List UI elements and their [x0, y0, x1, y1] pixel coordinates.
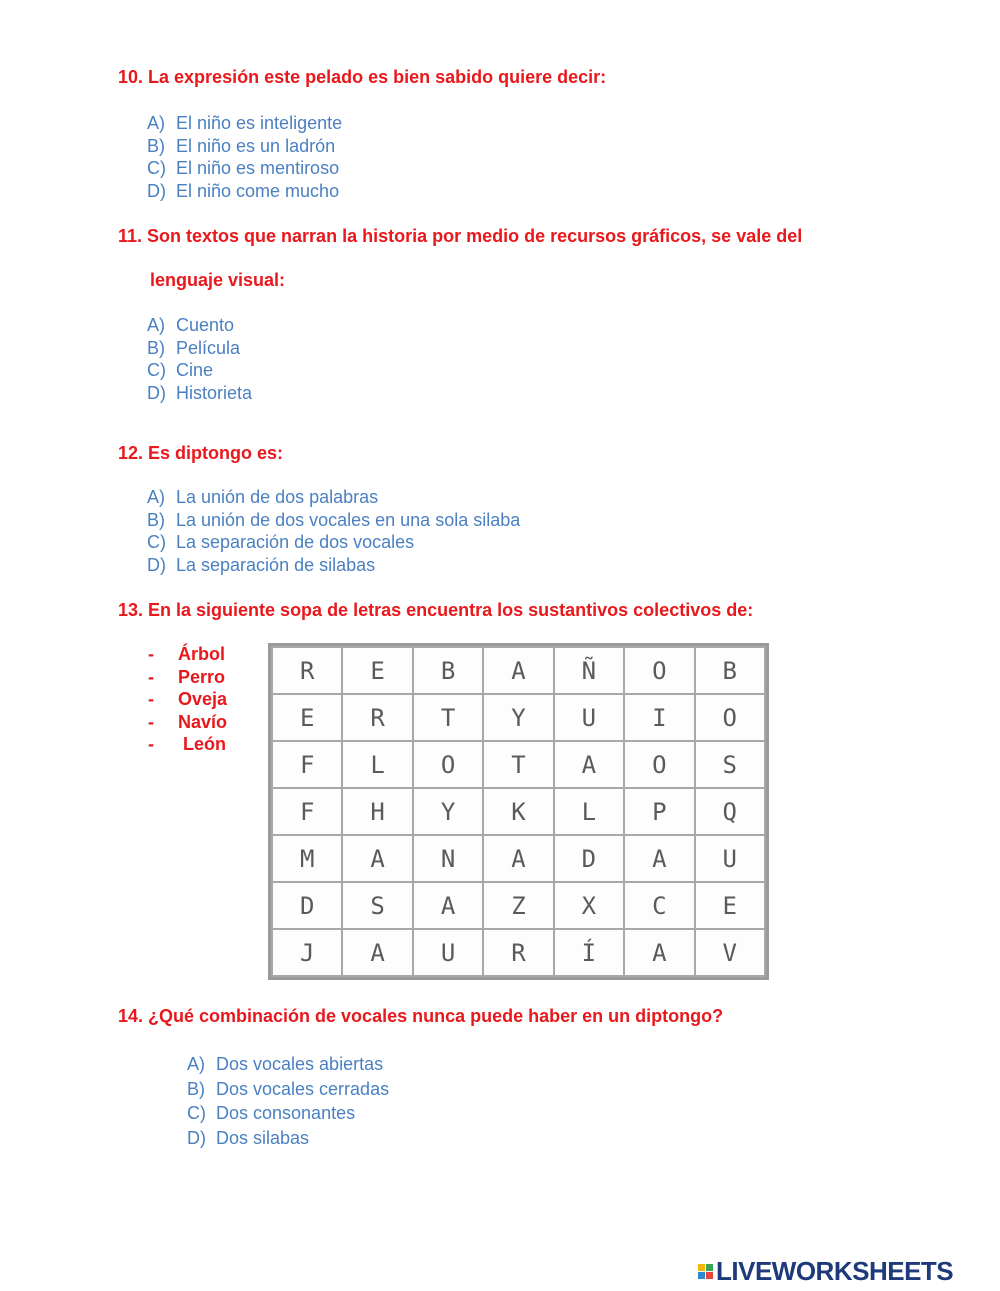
option-text: La separación de dos vocales — [176, 532, 415, 553]
word-item — [148, 643, 227, 666]
grid-cell[interactable]: B — [695, 647, 765, 694]
grid-cell[interactable]: M — [272, 835, 342, 882]
grid-cell[interactable]: D — [272, 882, 342, 929]
grid-row — [272, 835, 765, 882]
grid-cell[interactable]: U — [554, 694, 624, 741]
grid-cell[interactable]: Q — [695, 788, 765, 835]
grid-row — [272, 929, 765, 976]
grid-cell[interactable]: E — [272, 694, 342, 741]
grid-cell[interactable]: F — [272, 788, 342, 835]
grid-cell[interactable]: O — [695, 694, 765, 741]
option-b[interactable] — [147, 509, 520, 532]
grid-cell[interactable]: Z — [483, 882, 553, 929]
option-text: Historieta — [176, 382, 253, 403]
grid-cell[interactable]: A — [624, 835, 694, 882]
word-search-table — [271, 646, 766, 977]
option-letter: A) — [187, 1054, 205, 1074]
liveworksheets-logo[interactable] — [698, 1257, 953, 1285]
grid-cell[interactable]: O — [624, 647, 694, 694]
word-bullet: - — [148, 689, 154, 710]
word-item — [148, 688, 227, 711]
option-c[interactable] — [147, 531, 520, 554]
option-letter: D) — [147, 382, 166, 403]
question-11-title-continued: lenguaje visual: — [150, 270, 286, 290]
grid-cell[interactable]: A — [483, 835, 553, 882]
grid-cell[interactable]: T — [483, 741, 553, 788]
grid-cell[interactable]: H — [342, 788, 412, 835]
option-d[interactable] — [187, 1126, 389, 1151]
option-text: Dos vocales cerradas — [216, 1078, 390, 1099]
grid-cell[interactable]: F — [272, 741, 342, 788]
grid-row — [272, 694, 765, 741]
grid-cell[interactable]: A — [483, 647, 553, 694]
grid-cell[interactable]: A — [413, 882, 483, 929]
word-list — [148, 643, 227, 756]
logo-square — [698, 1272, 705, 1279]
grid-cell[interactable]: R — [272, 647, 342, 694]
grid-cell[interactable]: Ñ — [554, 647, 624, 694]
grid-cell[interactable]: S — [695, 741, 765, 788]
grid-cell[interactable]: L — [554, 788, 624, 835]
option-c[interactable] — [187, 1101, 389, 1126]
word-bullet: - — [148, 666, 154, 687]
logo-square — [706, 1264, 713, 1271]
option-text: Película — [176, 337, 241, 358]
question-11-title: 11. Son textos que narran la historia por medio de recursos gráficos, se vale del — [118, 226, 803, 246]
question-12-title: 12. Es diptongo es: — [118, 443, 284, 463]
question-10-title: 10. La expresión este pelado es bien sabido quiere decir: — [118, 67, 607, 87]
grid-cell[interactable]: E — [695, 882, 765, 929]
word-item — [148, 666, 227, 689]
option-letter: D) — [147, 554, 166, 575]
option-text: El niño es mentiroso — [176, 158, 340, 179]
grid-cell[interactable]: O — [413, 741, 483, 788]
logo-text: LIVEWORKSHEETS — [716, 1255, 954, 1286]
option-letter: D) — [147, 180, 166, 201]
word-bullet: - — [148, 734, 154, 755]
option-letter: C) — [147, 360, 166, 381]
grid-cell[interactable]: A — [342, 835, 412, 882]
word-search-grid — [268, 643, 769, 980]
option-letter: A) — [147, 487, 165, 507]
grid-cell[interactable]: B — [413, 647, 483, 694]
grid-cell[interactable]: J — [272, 929, 342, 976]
grid-cell[interactable]: V — [695, 929, 765, 976]
option-text: El niño es inteligente — [176, 113, 343, 133]
word-item — [148, 733, 227, 756]
grid-cell[interactable]: R — [483, 929, 553, 976]
grid-cell[interactable]: N — [413, 835, 483, 882]
liveworksheets-logo-icon — [698, 1264, 713, 1279]
grid-cell[interactable]: U — [413, 929, 483, 976]
option-text: Dos silabas — [216, 1127, 310, 1148]
grid-cell[interactable]: L — [342, 741, 412, 788]
option-text: Cine — [176, 360, 214, 381]
option-b[interactable] — [187, 1077, 389, 1102]
option-d[interactable] — [147, 382, 252, 405]
word-bullet: - — [148, 711, 154, 732]
option-text: Dos vocales abiertas — [216, 1054, 384, 1074]
option-letter: C) — [147, 158, 166, 179]
option-text: La unión de dos palabras — [176, 487, 379, 507]
option-a[interactable] — [187, 1052, 389, 1077]
question-12-options — [147, 486, 520, 576]
grid-cell[interactable]: T — [413, 694, 483, 741]
option-a[interactable] — [147, 112, 342, 135]
grid-row — [272, 647, 765, 694]
grid-cell[interactable]: I — [624, 694, 694, 741]
word-item — [148, 711, 227, 734]
grid-cell[interactable]: A — [554, 741, 624, 788]
option-letter: B) — [147, 135, 165, 156]
grid-cell[interactable]: D — [554, 835, 624, 882]
grid-cell[interactable]: A — [342, 929, 412, 976]
grid-cell[interactable]: Y — [483, 694, 553, 741]
grid-cell[interactable]: O — [624, 741, 694, 788]
option-text: Cuento — [176, 315, 235, 335]
option-a[interactable] — [147, 314, 252, 337]
word-text: Oveja — [178, 689, 228, 710]
option-letter: B) — [147, 337, 165, 358]
option-letter: B) — [187, 1078, 205, 1099]
question-14-title: 14. ¿Qué combinación de vocales nunca puede haber en un diptongo? — [118, 1006, 724, 1026]
option-text: Dos consonantes — [216, 1103, 356, 1123]
option-b[interactable] — [147, 135, 342, 158]
word-text: León — [183, 734, 226, 755]
option-c[interactable] — [147, 157, 342, 180]
word-text: Perro — [178, 666, 226, 687]
question-14-options — [187, 1052, 389, 1150]
grid-cell[interactable]: E — [342, 647, 412, 694]
option-letter: B) — [147, 509, 165, 530]
option-letter: A) — [147, 113, 165, 133]
word-text: Árbol — [178, 644, 225, 664]
option-text: La unión de dos vocales en una sola silaba — [176, 509, 521, 530]
logo-square — [698, 1264, 705, 1271]
option-text: El niño es un ladrón — [176, 135, 336, 156]
option-letter: C) — [187, 1103, 206, 1123]
grid-cell[interactable]: C — [624, 882, 694, 929]
grid-cell[interactable]: P — [624, 788, 694, 835]
grid-cell[interactable]: A — [624, 929, 694, 976]
option-text: La separación de silabas — [176, 554, 376, 575]
grid-cell[interactable]: U — [695, 835, 765, 882]
grid-row — [272, 741, 765, 788]
grid-cell[interactable]: K — [483, 788, 553, 835]
word-text: Navío — [178, 711, 228, 732]
grid-cell[interactable]: R — [342, 694, 412, 741]
logo-square — [706, 1272, 713, 1279]
option-d[interactable] — [147, 180, 342, 203]
grid-cell[interactable]: S — [342, 882, 412, 929]
grid-row — [272, 788, 765, 835]
option-d[interactable] — [147, 554, 520, 577]
question-10-options — [147, 112, 342, 202]
option-c[interactable] — [147, 359, 252, 382]
option-a[interactable] — [147, 486, 520, 509]
grid-cell[interactable]: X — [554, 882, 624, 929]
grid-row — [272, 882, 765, 929]
option-letter: C) — [147, 532, 166, 553]
grid-cell[interactable]: Y — [413, 788, 483, 835]
question-13-title: 13. En la siguiente sopa de letras encuentra los sustantivos colectivos de: — [118, 600, 754, 620]
option-text: El niño come mucho — [176, 180, 340, 201]
option-letter: D) — [187, 1127, 206, 1148]
word-bullet: - — [148, 644, 154, 664]
grid-cell[interactable]: Í — [554, 929, 624, 976]
question-11-options — [147, 314, 252, 404]
option-b[interactable] — [147, 337, 252, 360]
option-letter: A) — [147, 315, 165, 335]
